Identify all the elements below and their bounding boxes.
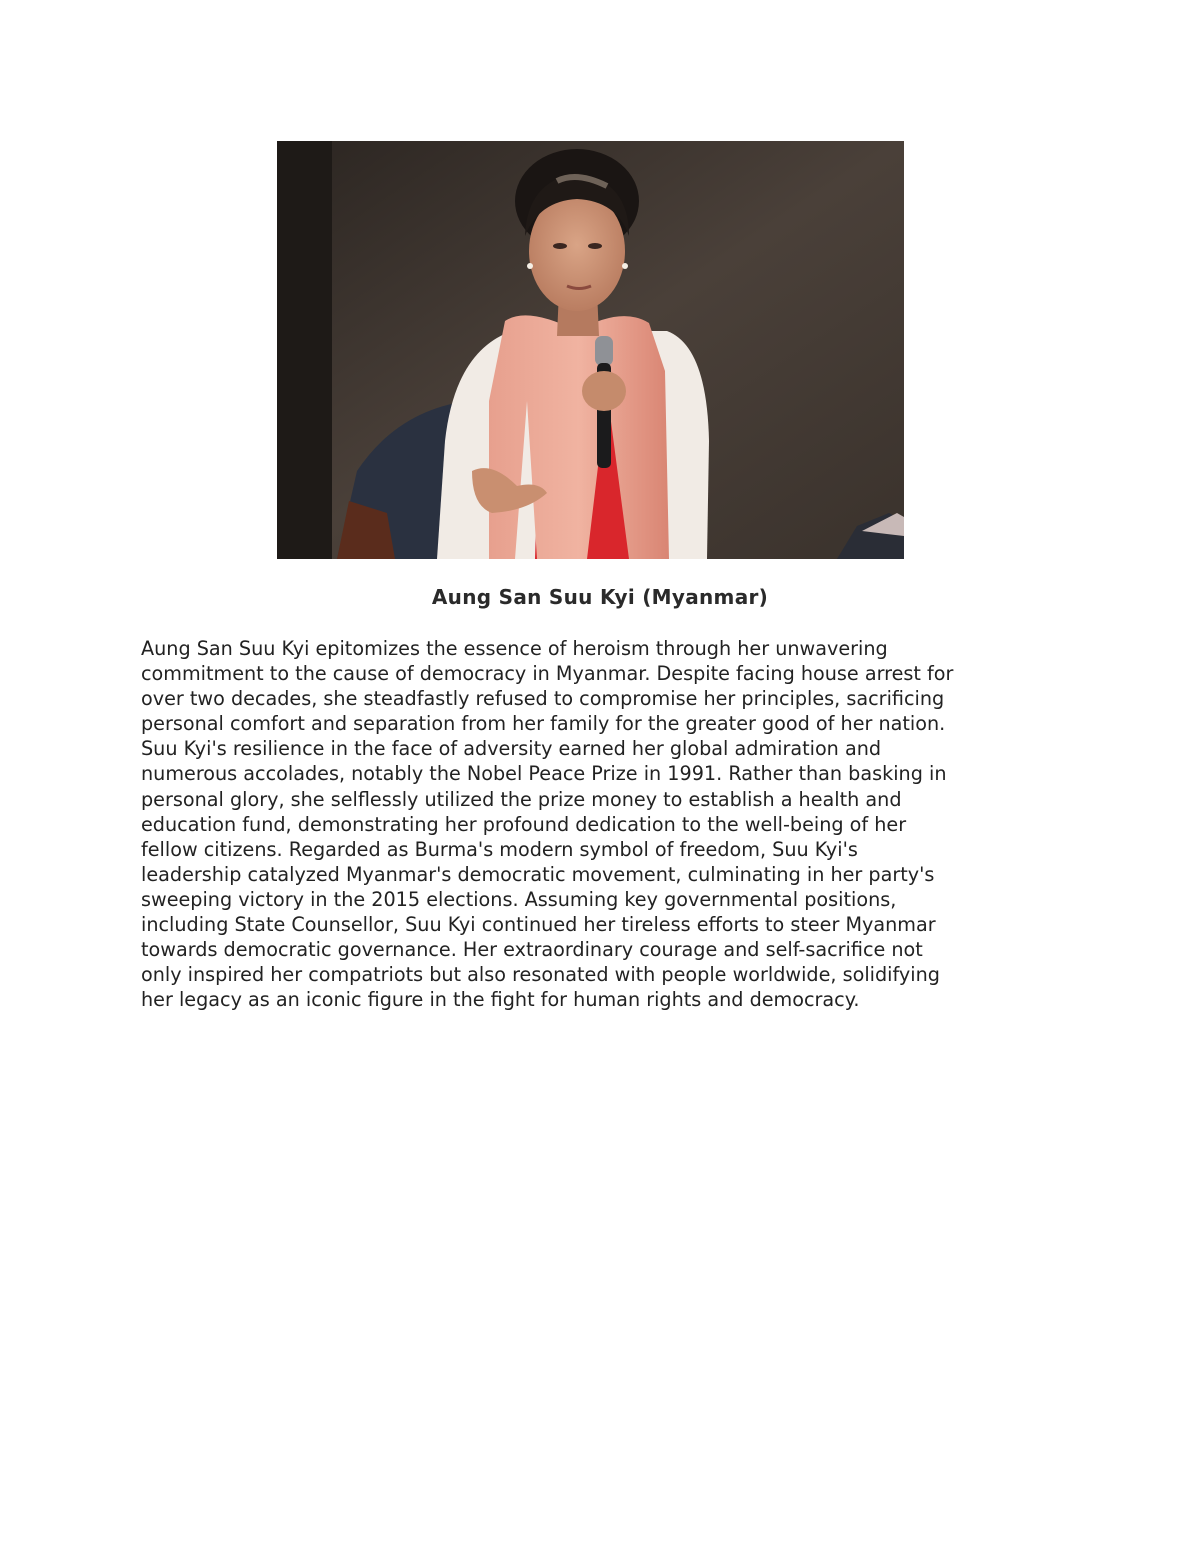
paragraph-line: numerous accolades, notably the Nobel Peace Prize in 1991. Rather than basking in — [141, 762, 947, 786]
paragraph-line: Aung San Suu Kyi epitomizes the essence of heroism through her unwavering — [141, 637, 888, 660]
paragraph-line: fellow citizens. Regarded as Burma's modern symbol of freedom, Suu Kyi's — [141, 837, 858, 861]
photo-caption: Aung San Suu Kyi (Myanmar) — [431, 585, 769, 609]
paragraph-line: education fund, demonstrating her profound dedication to the well-being of her — [141, 812, 907, 836]
biography-paragraph — [141, 636, 1071, 1012]
paragraph-line: over two decades, she steadfastly refused to compromise her principles, sacrificing — [141, 687, 945, 711]
paragraph-line: leadership catalyzed Myanmar's democratic movement, culminating in her party's — [141, 862, 935, 886]
paragraph-line: Suu Kyi's resilience in the face of adversity earned her global admiration and — [141, 737, 882, 761]
paragraph-line: including State Counsellor, Suu Kyi continued her tireless efforts to steer Myanmar — [141, 913, 936, 937]
portrait-photo — [277, 141, 904, 559]
paragraph-line: commitment to the cause of democracy in Myanmar. Despite facing house arrest for — [141, 662, 954, 686]
paragraph-line: personal comfort and separation from her family for the greater good of her nation. — [141, 712, 946, 736]
paragraph-line: personal glory, she selflessly utilized the prize money to establish a health and — [141, 787, 902, 811]
paragraph-line: her legacy as an iconic figure in the fight for human rights and democracy. — [141, 988, 860, 1012]
paragraph-line: sweeping victory in the 2015 elections. Assuming key governmental positions, — [141, 887, 897, 911]
paragraph-line: towards democratic governance. Her extraordinary courage and self-sacrifice not — [141, 938, 923, 962]
paragraph-line: only inspired her compatriots but also resonated with people worldwide, solidifying — [141, 963, 940, 987]
